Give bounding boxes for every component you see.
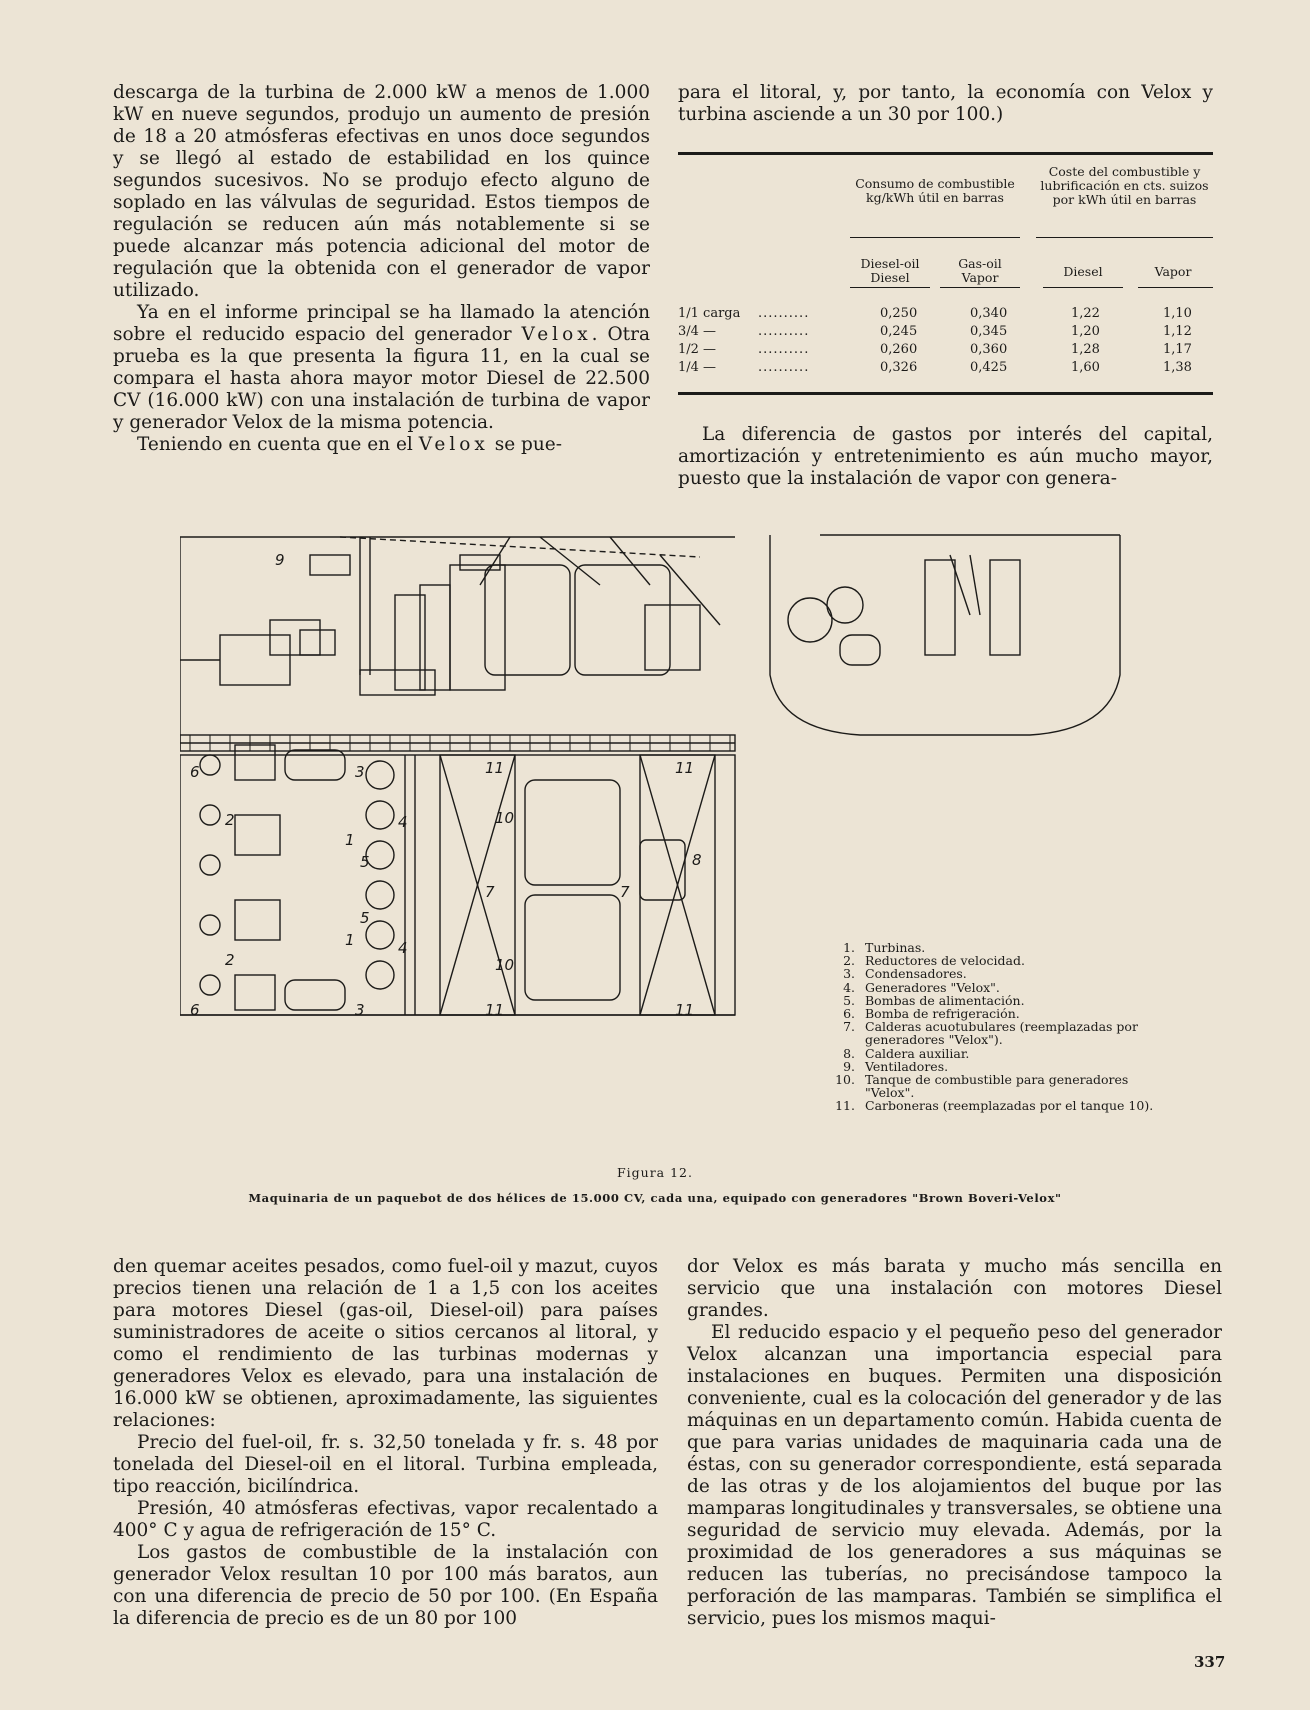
row-label: 1/4 —	[678, 360, 717, 375]
cell: 0,345	[970, 324, 1008, 339]
paragraph: dor Velox es más barata y mucho más sencilla en servicio que una instalación con motores Diesel grandes.	[687, 1256, 1222, 1321]
figure-label: Figura 12.	[616, 1165, 693, 1180]
leader-dots: ..........	[758, 324, 810, 339]
column-bottom-left	[113, 1256, 658, 1630]
header-group-consumption: Consumo de combustible kg/kWh útil en barras	[855, 176, 1015, 205]
table-rule	[850, 287, 930, 288]
table-row	[678, 361, 1213, 379]
label-7-a: 7	[485, 883, 495, 901]
legend-item: 1. Turbinas.	[843, 940, 926, 955]
table-rule	[1036, 237, 1213, 238]
paragraph: Precio del fuel-oil, fr. s. 32,50 tonelada y fr. s. 48 por tonelada del Diesel-oil en el litoral. Turbina empleada, tipo reacción, bicilíndrica.	[113, 1432, 658, 1497]
table-rule	[940, 287, 1020, 288]
paragraph: den quemar aceites pesados, como fuel-oil y mazut, cuyos precios tienen una relación de 1 a 1,5 con los aceites para motores Diesel (gas-oil, Diesel-oil) para países suministradores de aceite o sitios cercanos al litoral, y como el rendimiento de las turbinas modernas y generadores Velox es elevado, para una instalación de 16.000 kW se obtienen, aproximadamente, las siguientes relaciones:	[113, 1256, 658, 1431]
label-5-bottom: 5	[360, 909, 370, 927]
column-bottom-right	[687, 1256, 1222, 1630]
paragraph: Teniendo en cuenta que en el Velox se pue-	[137, 434, 562, 455]
table-row	[678, 343, 1213, 361]
label-1-bottom: 1	[345, 931, 355, 949]
table-row	[678, 307, 1213, 325]
cost-table	[678, 152, 1213, 395]
legend-item: 5. Bombas de alimentación.	[843, 992, 1025, 1008]
plan-view	[180, 745, 735, 1015]
row-label: 1/2 —	[678, 342, 717, 357]
cell: 1,10	[1163, 306, 1192, 321]
row-label: 1/1 carga	[678, 306, 741, 321]
label-9: 9	[275, 551, 285, 569]
cell: 1,17	[1163, 342, 1192, 357]
figure-caption: Maquinaria de un paquebot de dos hélices de 15.000 CV, cada una, equipado con generadores "Brown Boveri-Velox"	[248, 1191, 1062, 1205]
table-rule	[850, 237, 1020, 238]
legend-item: 3. Condensadores.	[843, 966, 967, 982]
label-11-c: 11	[485, 1001, 505, 1019]
legend-item: 7. Calderas acuotubulares (reemplazadas por generadores "Velox").	[843, 1019, 1138, 1048]
row-label: 3/4 —	[678, 324, 717, 339]
table-rule	[678, 152, 1213, 155]
hull-section	[660, 535, 1120, 735]
legend-item: 6. Bomba de refrigeración.	[843, 1006, 1020, 1022]
label-4-top: 4	[398, 813, 408, 831]
label-2-bottom: 2	[225, 951, 235, 969]
label-5-top: 5	[360, 853, 370, 871]
label-3-top: 3	[355, 763, 365, 781]
column-top-right-cont	[678, 424, 1213, 490]
subheader: Diesel	[1063, 264, 1103, 279]
label-1-top: 1	[345, 831, 355, 849]
table-rule	[678, 392, 1213, 395]
column-top-right	[678, 82, 1213, 126]
cell: 0,360	[970, 342, 1008, 357]
paragraph: para el litoral, y, por tanto, la economía con Velox y turbina asciende a un 30 por 100.)	[678, 82, 1213, 125]
label-4-bottom: 4	[398, 939, 408, 957]
label-6-bottom: 6	[190, 1001, 200, 1019]
subheader: Gas-oil Vapor	[958, 256, 1002, 285]
label-7-b: 7	[620, 883, 630, 901]
table-rule	[1138, 287, 1213, 288]
legend-item: 8. Caldera auxiliar.	[843, 1045, 970, 1061]
table-header	[678, 157, 1213, 289]
cell: 0,245	[880, 324, 918, 339]
cell: 1,38	[1163, 360, 1192, 375]
paragraph: La diferencia de gastos por interés del capital, amortización y entretenimiento es aún mucho mayor, puesto que la instalación de vapor con genera-	[678, 424, 1213, 489]
cell: 1,12	[1163, 324, 1192, 339]
paragraph: descarga de la turbina de 2.000 kW a menos de 1.000 kW en nueve segundos, produjo un aumento de presión de 18 a 20 atmósferas efectivas en unos doce segundos y se llegó al estado de estabilidad en los quince segundos sucesivos. No se produjo efecto alguno de soplado en las válvulas de seguridad. Estos tiempos de regulación se reducen aún más notablemente si se puede alcanzar más potencia adicional del motor de regulación que la obtenida con el generador de vapor utilizado.	[113, 82, 650, 301]
label-11-b: 11	[675, 759, 695, 777]
subheader: Diesel-oil Diesel	[860, 256, 920, 285]
leader-dots: ..........	[758, 306, 810, 321]
label-11-d: 11	[675, 1001, 695, 1019]
legend-item: 11. Carboneras (reemplazadas por el tanque 10).	[835, 1098, 1154, 1114]
legend-item: 2. Reductores de velocidad.	[843, 953, 1025, 969]
page-number: 337	[1194, 1653, 1226, 1671]
label-10-bottom: 10	[495, 956, 515, 974]
cell: 1,28	[1071, 342, 1100, 357]
legend-item: 4. Generadores "Velox".	[843, 979, 1000, 995]
label-8: 8	[692, 851, 702, 869]
cell: 0,425	[970, 360, 1008, 375]
elevation-view	[180, 537, 735, 751]
label-6-top: 6	[190, 763, 200, 781]
cell: 0,260	[880, 342, 918, 357]
paragraph: El reducido espacio y el pequeño peso del generador Velox alcanzan una importancia especial para instalaciones en buques. Permiten una disposición conveniente, cual es la colocación del generador y de las máquinas en un departamento común. Habida cuenta de que para varias unidades de maquinaria cada una de éstas, con su generador correspondiente, está separada de las otras y de los alojamientos del buque por las mamparas longitudinales y transversales, se obtiene una seguridad de servicio muy elevada. Además, por la proximidad de los generadores a sus máquinas se reducen las tuberías, no precisándose tampoco la perforación de las mamparas. También se simplifica el servicio, pues los mismos maqui-	[687, 1322, 1222, 1629]
figure-legend	[833, 941, 1163, 1113]
cell: 1,22	[1071, 306, 1100, 321]
legend-item: 10. Tanque de combustible para generadores "Velox".	[835, 1072, 1129, 1101]
label-2-top: 2	[225, 811, 235, 829]
leader-dots: ..........	[758, 342, 810, 357]
table-row	[678, 325, 1213, 343]
cell: 0,250	[880, 306, 918, 321]
label-10-top: 10	[495, 809, 515, 827]
cell: 1,60	[1071, 360, 1100, 375]
table-body	[678, 307, 1213, 382]
table-rule	[1043, 287, 1123, 288]
cell: 0,340	[970, 306, 1008, 321]
paragraph: Presión, 40 atmósferas efectivas, vapor recalentado a 400° C y agua de refrigeración de 15° C.	[113, 1498, 658, 1541]
header-group-cost: Coste del combustible y lubrificación en cts. suizos por kWh útil en barras	[1040, 164, 1209, 207]
label-3-bottom: 3	[355, 1001, 365, 1019]
subheader: Vapor	[1154, 264, 1192, 279]
velox-spaced: Velox	[418, 434, 489, 455]
cell: 0,326	[880, 360, 918, 375]
velox-spaced: Velox	[521, 324, 592, 345]
label-11-a: 11	[485, 759, 505, 777]
paragraph: Ya en el informe principal se ha llamado la atención sobre el reducido espacio del generador Velox. Otra prueba es la que presenta la figura 11, en la cual se compara el hasta ahora mayor motor Diesel de 22.500 CV (16.000 kW) con una instalación de turbina de vapor y generador Velox de la misma potencia.	[113, 302, 650, 433]
legend-item: 9. Ventiladores.	[843, 1058, 949, 1074]
paragraph: Los gastos de combustible de la instalación con generador Velox resultan 10 por 100 más baratos, aun con una diferencia de precio de 50 por 100. (En España la diferencia de precio es de un 80 por 100	[113, 1542, 658, 1629]
column-top-left	[113, 82, 650, 456]
leader-dots: ..........	[758, 360, 810, 375]
drawing-labels	[190, 551, 702, 1019]
cell: 1,20	[1071, 324, 1100, 339]
